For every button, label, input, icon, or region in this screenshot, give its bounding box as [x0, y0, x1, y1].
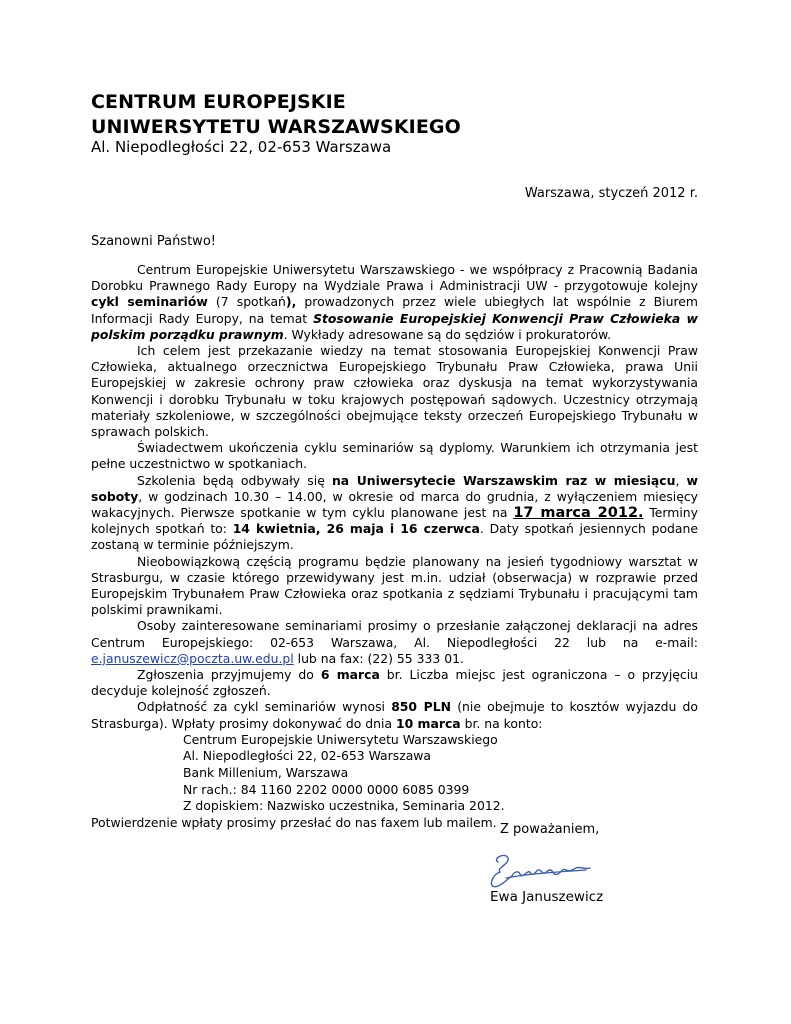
first-meeting-date: 17 marca 2012. — [513, 505, 644, 522]
text: prowadzonych przez wiele ubiegłych lat wspólnie z Biurem Informacji Rady Europy, na temat — [91, 294, 698, 326]
bold-text: w soboty — [91, 472, 698, 504]
text: , — [675, 472, 687, 488]
date-line: Warszawa, styczeń 2012 r. — [524, 186, 698, 201]
closing: Z poważaniem, — [500, 822, 600, 837]
account-line: Centrum Europejskie Uniwersytetu Warszawskiego — [183, 731, 498, 747]
salutation: Szanowni Państwo! — [91, 234, 216, 249]
org-name-line1: CENTRUM EUROPEJSKIE — [91, 91, 346, 113]
account-line: Bank Millenium, Warszawa — [183, 765, 349, 781]
text: Terminy kolejnych spotkań to: — [91, 505, 698, 537]
text: . Wykłady adresowane są do sędziów i prokuratorów. — [283, 326, 612, 342]
text: Odpłatność za cykl seminariów wynosi — [137, 699, 392, 715]
paragraph-intro — [91, 262, 698, 343]
text: br. Liczba miejsc jest ograniczona – o przyjęciu decyduje kolejność zgłoszeń. — [91, 667, 698, 699]
email-link[interactable]: e.januszewicz@poczta.uw.edu.pl — [91, 650, 294, 666]
bold-text: ), — [285, 294, 297, 310]
text: . Daty spotkań jesiennych podane zostaną w terminie późniejszym. — [91, 521, 698, 553]
bold-text: cykl seminariów — [91, 294, 208, 310]
paragraph-confirmation: Potwierdzenie wpłaty prosimy przesłać do nas faxem lub mailem. — [91, 814, 497, 830]
meeting-dates: 14 kwietnia, 26 maja i 16 czerwca — [232, 521, 480, 537]
paragraph-strasbourg: Nieobowiązkową częścią programu będzie planowany na jesień tygodniowy warsztat w Strasburgu, w czasie którego przewidywany jest m.in. udział (obserwacja) w rozprawie przed Europejskim Trybunałem Praw Człowieka oraz spotkania z sędziami Trybunału i pracującymi tam polskimi prawnikami. — [91, 553, 698, 618]
account-line: Al. Niepodległości 22, 02-653 Warszawa — [183, 748, 432, 764]
seminar-topic: Stosowanie Europejskiej Konwencji Praw Człowieka w polskim porządku prawnym — [91, 310, 698, 342]
account-number: Nr rach.: 84 1160 2202 0000 0000 6085 0399 — [183, 781, 470, 797]
fee-amount: 850 PLN — [391, 699, 451, 715]
bold-text: 10 marca — [396, 715, 461, 731]
org-name-line2: UNIWERSYTETU WARSZAWSKIEGO — [91, 116, 461, 138]
paragraph-diplomas: Świadectwem ukończenia cyklu seminariów są dyplomy. Warunkiem ich otrzymania jest pełne uczestnictwo w spotkaniach. — [91, 440, 698, 472]
account-line: Z dopiskiem: Nazwisko uczestnika, Seminaria 2012. — [183, 798, 505, 814]
bank-account-block — [91, 732, 698, 815]
org-address: Al. Niepodległości 22, 02-653 Warszawa — [91, 138, 392, 156]
paragraph-schedule — [91, 473, 698, 554]
text: (nie obejmuje to kosztów wyjazdu do Strasburga). Wpłaty prosimy dokonywać do dnia — [91, 699, 698, 731]
text: , w godzinach 10.30 – 14.00, w okresie od marca do grudnia, z wyłączeniem miesięcy wakacyjnych. Pierwsze spotkanie w tym cyklu planowane jest na — [91, 488, 698, 521]
signature-image — [486, 848, 594, 892]
paragraph-application — [91, 618, 698, 667]
text: Osoby zainteresowane seminariami prosimy o przesłanie załączonej deklaracji na adres Centrum Europejskiego: 02-653 Warszawa, Al. Niepodległości 22 lub na e-mail: — [91, 618, 698, 650]
signature-name: Ewa Januszewicz — [490, 889, 604, 905]
text: Szkolenia będą odbywały się — [137, 472, 332, 488]
letter-body — [91, 262, 698, 831]
bold-text: 6 marca — [320, 667, 380, 683]
text: (7 spotkań — [207, 294, 286, 310]
paragraph-deadline — [91, 667, 698, 699]
text: br. na konto: — [460, 715, 543, 731]
paragraph-fee — [91, 699, 698, 731]
bold-text: na Uniwersytecie Warszawskim raz w miesiącu — [331, 472, 676, 488]
text: lub na fax: (22) 55 333 01. — [293, 650, 464, 666]
text: Centrum Europejskie Uniwersytetu Warszawskiego - we współpracy z Pracownią Badania Dorobku Prawnego Rady Europy na Wydziale Prawa i Administracji UW - przygotowuje kolejny — [91, 262, 698, 294]
paragraph-goals: Ich celem jest przekazanie wiedzy na temat stosowania Europejskiej Konwencji Praw Człowieka, aktualnego orzecznictwa Europejskiego Trybunału Praw Człowieka, prawa Unii Europejskiej w zakresie ochrony praw człowieka oraz dyskusja na temat wykorzystywania Konwencji i dorobku Trybunału w toku krajowych postępowań sądowych. Uczestnicy otrzymają materiały szkoleniowe, w szczególności obejmujące teksty orzeczeń Europejskiego Trybunału w sprawach polskich. — [91, 343, 698, 440]
text: Zgłoszenia przyjmujemy do — [137, 667, 321, 683]
